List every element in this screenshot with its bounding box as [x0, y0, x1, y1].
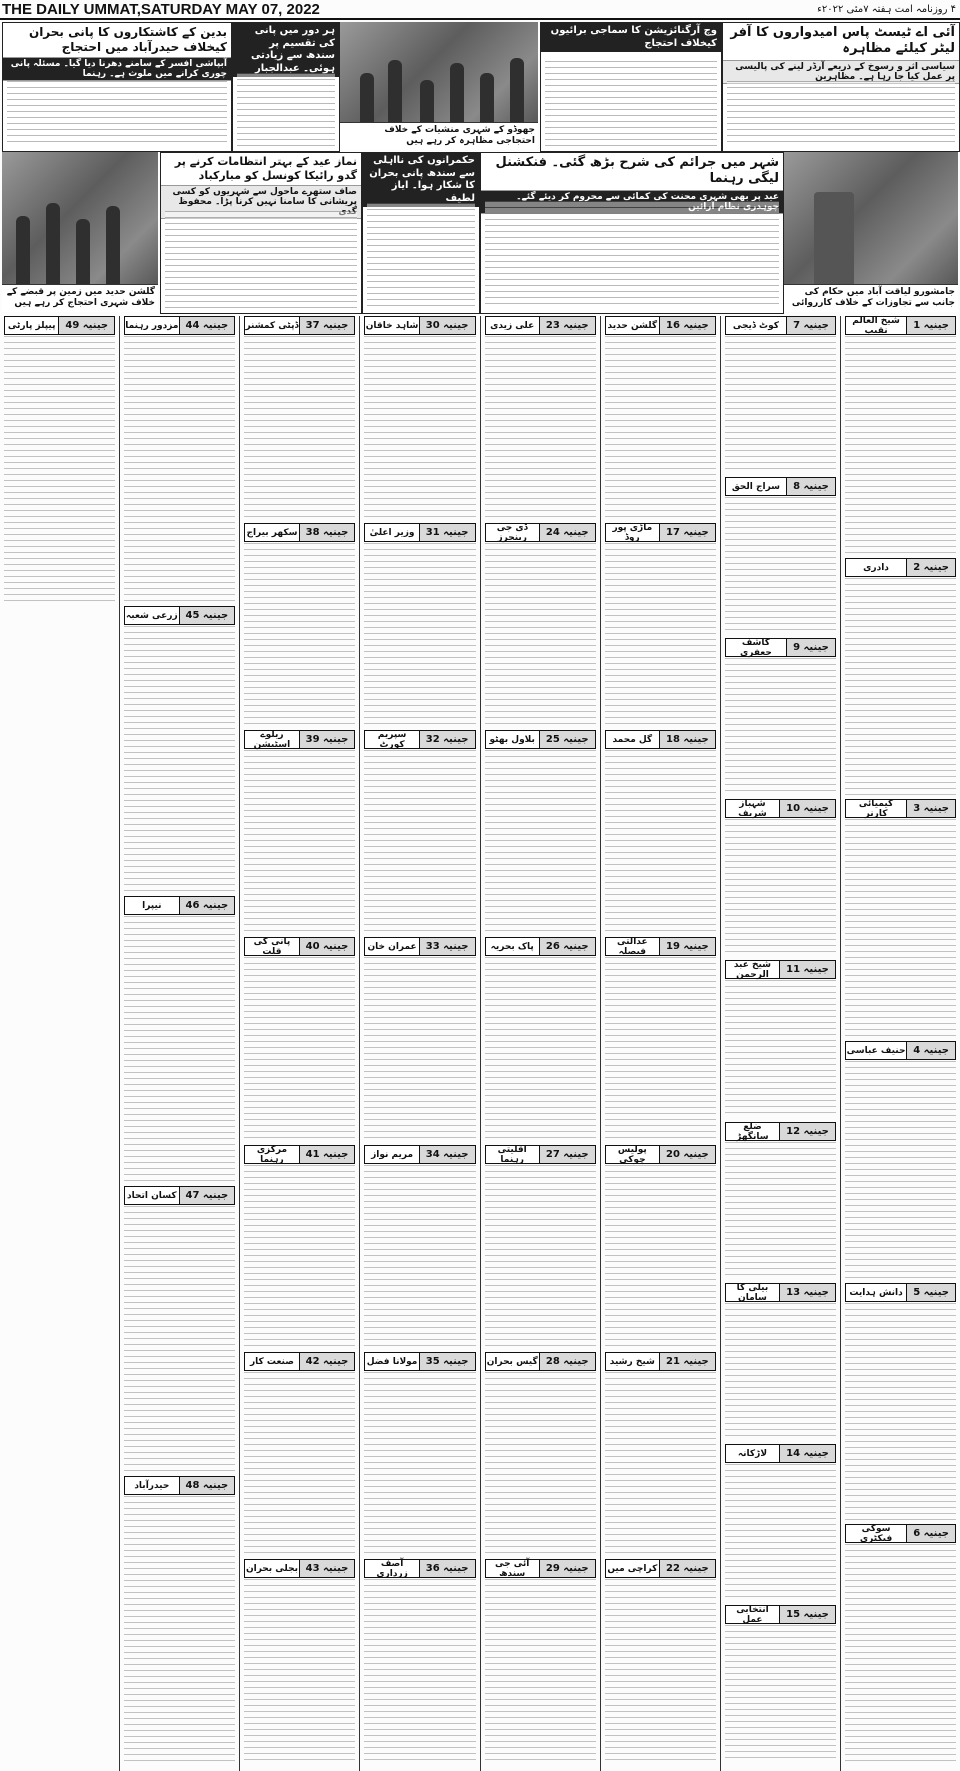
index-box [845, 316, 956, 335]
index-number: جینیہ 37 [299, 317, 355, 334]
top-story-2-text [545, 61, 717, 147]
index-number: جینیہ 47 [179, 1187, 235, 1204]
index-title: دادری [863, 562, 889, 573]
index-number: جینیہ 49 [58, 317, 114, 334]
story-text [725, 980, 836, 1117]
index-box [485, 316, 596, 335]
index-box [725, 960, 836, 979]
story-text [725, 1142, 836, 1279]
index-title: شیخ العالم نقیب [852, 316, 900, 336]
index-title: کوٹ ڈیجی [732, 320, 779, 331]
second-story-3-subhead: صاف ستھرے ماحول سے شہریوں کو کسی پریشانی کا سامنا نہیں کرنا پڑا۔ محفوظ گدی [161, 185, 361, 219]
index-title: نیپرا [142, 900, 162, 911]
story-text [244, 1579, 355, 1762]
story-text [485, 543, 596, 726]
index-title: انتخابی عمل [736, 1604, 769, 1625]
index-number: جینیہ 19 [659, 938, 715, 955]
index-box [605, 1145, 716, 1164]
story-text [124, 336, 235, 602]
index-title: سوکی فیکٹری [859, 1523, 893, 1544]
index-box [485, 1145, 596, 1164]
index-box [485, 937, 596, 956]
index-number: جینیہ 21 [659, 1353, 715, 1370]
index-title: شیخ رشید [609, 1356, 655, 1367]
index-box [725, 477, 836, 496]
index-title: مزدور رہنما [125, 320, 179, 331]
grid-column [840, 316, 960, 1771]
index-number: جینیہ 34 [419, 1146, 475, 1163]
index-number: جینیہ 46 [179, 897, 235, 914]
index-number: جینیہ 44 [179, 317, 235, 334]
index-title: بلاول بھٹو [489, 734, 535, 745]
index-number: جینیہ 23 [539, 317, 595, 334]
index-box [845, 799, 956, 818]
story-text [605, 957, 716, 1140]
index-number: جینیہ 29 [539, 1560, 595, 1577]
story-text [485, 1579, 596, 1762]
second-story-2-text [367, 203, 475, 309]
index-box [845, 558, 956, 577]
grid-column [0, 316, 119, 1771]
index-title: کاشف جعفری [739, 637, 772, 658]
story-text [725, 1464, 836, 1601]
index-box [485, 1352, 596, 1371]
top-story-1-subhead: سیاسی اثر و رسوخ کے ذریعے آرڈر لینے کی پالیسی پر عمل کیا جا رہا ہے۔ مظاہرین [723, 60, 959, 84]
second-story-3 [160, 152, 362, 314]
index-title: عدالتی فیصلہ [617, 936, 648, 957]
index-title: وزیر اعلیٰ [369, 527, 415, 538]
story-text [485, 1372, 596, 1555]
index-box [124, 606, 235, 625]
index-box [845, 1041, 956, 1060]
index-title: گل محمد [612, 734, 653, 745]
index-number: جینیہ 41 [299, 1146, 355, 1163]
index-number: جینیہ 35 [419, 1353, 475, 1370]
story-text [845, 1061, 956, 1279]
story-text [605, 543, 716, 726]
story-text [364, 1372, 475, 1555]
index-box [845, 1524, 956, 1543]
index-title: ضلع سانگھڑ [736, 1121, 769, 1142]
top-story-1-headline: آئی اے ٹیسٹ پاس امیدواروں کا آفر لیٹر کیلئے مظاہرہ [730, 25, 955, 57]
classifieds-grid [0, 316, 960, 1771]
photo-protest-left [2, 152, 158, 312]
index-title: سراج الحق [731, 481, 781, 492]
index-box [605, 937, 716, 956]
index-title: گیس بحران [486, 1356, 538, 1367]
index-title: ماڑی پور روڈ [612, 522, 653, 543]
index-box [605, 1352, 716, 1371]
story-text [364, 1579, 475, 1762]
story-text [244, 957, 355, 1140]
story-text [244, 750, 355, 933]
index-box [605, 316, 716, 335]
story-text [605, 750, 716, 933]
index-box [244, 1145, 355, 1164]
index-box [124, 896, 235, 915]
index-title: ڈپٹی کمشنر [245, 320, 299, 331]
index-number: جینیہ 43 [299, 1560, 355, 1577]
story-text [124, 916, 235, 1182]
story-text [244, 1165, 355, 1348]
story-text [725, 336, 836, 473]
index-box [124, 1476, 235, 1495]
index-box [4, 316, 115, 335]
index-number: جینیہ 13 [779, 1284, 835, 1301]
index-box [605, 523, 716, 542]
index-box [725, 1122, 836, 1141]
story-text [605, 1579, 716, 1762]
grid-column [359, 316, 479, 1771]
story-text [845, 578, 956, 796]
index-title: پیپلز پارٹی [7, 320, 56, 331]
index-title: عمران خان [367, 941, 417, 952]
grid-column [600, 316, 720, 1771]
story-text [244, 336, 355, 519]
index-box [244, 1559, 355, 1578]
index-box [725, 638, 836, 657]
top-story-3-text [237, 73, 335, 147]
story-text [845, 819, 956, 1037]
index-title: پانی کی قلت [253, 936, 291, 957]
story-text [485, 336, 596, 519]
top-story-3-headline: ہر دور میں پانی کی تقسیم پر سندھ سے زیادتی ہوئی۔ عبدالجبار [233, 23, 339, 77]
story-text [485, 957, 596, 1140]
index-title: ریلوے اسٹیشن [253, 729, 291, 750]
index-title: علی زیدی [490, 320, 535, 331]
story-text [605, 1165, 716, 1348]
index-box [244, 730, 355, 749]
index-number: جینیہ 28 [539, 1353, 595, 1370]
index-box [244, 523, 355, 542]
index-box [605, 1559, 716, 1578]
index-number: جینیہ 40 [299, 938, 355, 955]
index-number: جینیہ 36 [419, 1560, 475, 1577]
index-title: ڈی جی رینجرز [496, 522, 528, 543]
top-story-4-subhead: آبپاشی افسر کے سامنے دھرنا دیا گیا۔ مسئلہ پانی چوری کرانے میں ملوث ہے۔ رہنما [3, 57, 231, 81]
index-box [364, 523, 475, 542]
photo-police-van [784, 152, 958, 312]
index-title: شاہد خاقان [365, 320, 419, 331]
index-number: جینیہ 10 [779, 800, 835, 817]
index-title: پاک بحریہ [490, 941, 534, 952]
masthead-date-urdu: ۴ روزنامہ امت ہفتہ ۷مئی ۲۰۲۲ء [817, 3, 956, 15]
story-text [725, 1303, 836, 1440]
story-text [124, 626, 235, 892]
index-box [364, 937, 475, 956]
index-box [725, 1605, 836, 1624]
top-story-4 [2, 22, 232, 152]
index-title: پولیس چوکی [617, 1144, 647, 1165]
index-box [364, 1145, 475, 1164]
story-text [4, 336, 115, 602]
second-story-1-subhead: عید پر بھی شہری محنت کی کمائی سے محروم کر دیئے گئے۔ چوہدری نظام آرائیں [481, 190, 783, 214]
index-box [605, 730, 716, 749]
index-box [725, 316, 836, 335]
index-title: گلشن حدید [607, 320, 658, 331]
grid-column [239, 316, 359, 1771]
story-text [364, 1165, 475, 1348]
index-box [244, 937, 355, 956]
index-number: جینیہ 22 [659, 1560, 715, 1577]
story-text [845, 336, 956, 554]
index-number: جینیہ 6 [906, 1525, 955, 1542]
index-number: جینیہ 33 [419, 938, 475, 955]
masthead [0, 0, 960, 20]
index-title: حنیف عباسی [846, 1045, 906, 1056]
index-title: مولانا فضل [366, 1356, 418, 1367]
index-number: جینیہ 3 [906, 800, 955, 817]
top-story-4-text [7, 81, 227, 147]
index-title: لاڑکانہ [737, 1448, 768, 1459]
top-story-1 [722, 22, 960, 152]
index-box [485, 523, 596, 542]
index-title: سکھر بیراج [246, 527, 298, 538]
index-number: جینیہ 20 [659, 1146, 715, 1163]
index-number: جینیہ 31 [419, 524, 475, 541]
story-text [725, 1625, 836, 1762]
index-box [244, 1352, 355, 1371]
second-story-1-headline: شہر میں جرائم کی شرح بڑھ گئی۔ فنکشنل لیگی رہنما [495, 155, 779, 187]
index-box [124, 1186, 235, 1205]
index-number: جینیہ 8 [786, 478, 835, 495]
index-box [244, 316, 355, 335]
index-box [364, 730, 475, 749]
story-text [244, 1372, 355, 1555]
index-number: جینیہ 24 [539, 524, 595, 541]
second-story-2 [362, 152, 480, 314]
index-number: جینیہ 12 [779, 1123, 835, 1140]
index-box [725, 799, 836, 818]
index-number: جینیہ 42 [299, 1353, 355, 1370]
story-text [845, 1544, 956, 1762]
second-story-2-headline: حکمرانوں کی نااہلی سے سندھ پانی بحران کا شکار ہوا۔ ایاز لطیف [363, 153, 479, 207]
index-number: جینیہ 48 [179, 1477, 235, 1494]
index-title: مریم نواز [371, 1149, 414, 1160]
index-number: جینیہ 11 [779, 961, 835, 978]
index-box [124, 316, 235, 335]
story-text [485, 1165, 596, 1348]
grid-column [119, 316, 239, 1771]
photo-center-caption: جھوڈو کے شہری منشیات کے خلاف احتجاجی مظاہرہ کر رہے ہیں [340, 122, 538, 150]
index-title: مرکزی رہنما [256, 1144, 288, 1165]
story-text [364, 336, 475, 519]
index-title: صنعت کار [250, 1356, 294, 1367]
story-text [725, 658, 836, 795]
photo-protest-center [340, 22, 538, 150]
index-number: جینیہ 45 [179, 607, 235, 624]
index-number: جینیہ 26 [539, 938, 595, 955]
index-title: زرعی شعبہ [126, 610, 178, 621]
index-box [485, 1559, 596, 1578]
index-number: جینیہ 27 [539, 1146, 595, 1163]
index-number: جینیہ 30 [419, 317, 475, 334]
index-number: جینیہ 39 [299, 731, 355, 748]
index-box [485, 730, 596, 749]
second-story-1-text [485, 201, 779, 309]
story-text [605, 1372, 716, 1555]
index-title: بجلی بحران [245, 1563, 298, 1574]
photo-right-caption: جامشورو لیاقت آباد میں حکام کی جانب سے تجاوزات کے خلاف کارروائی [784, 284, 958, 312]
index-title: دانش ہدایت [849, 1287, 903, 1298]
index-number: جینیہ 18 [659, 731, 715, 748]
story-text [364, 543, 475, 726]
top-story-2-headline: وچ آرگنائزیشن کا سماجی برائیوں کیخلاف احتجاج [541, 23, 721, 52]
second-story-3-text [165, 211, 357, 309]
second-story-1 [480, 152, 784, 314]
index-number: جینیہ 1 [906, 317, 955, 334]
top-story-2 [540, 22, 722, 152]
index-title: آصف زرداری [376, 1558, 408, 1579]
index-title: سپریم کورٹ [377, 729, 407, 750]
index-title: کراچی میں [607, 1563, 658, 1574]
second-story-3-headline: نماز عید کے بہتر انتظامات کرنے پر گدو رائیکا کونسل کو مبارکباد [174, 155, 357, 182]
index-title: حیدرآباد [134, 1480, 170, 1491]
index-number: جینیہ 16 [659, 317, 715, 334]
grid-column [720, 316, 840, 1771]
index-number: جینیہ 7 [786, 317, 835, 334]
index-box [725, 1283, 836, 1302]
index-number: جینیہ 4 [906, 1042, 955, 1059]
index-title: بیلی کا سامان [736, 1282, 769, 1303]
index-box [364, 1352, 475, 1371]
index-number: جینیہ 38 [299, 524, 355, 541]
story-text [244, 543, 355, 726]
index-box [364, 316, 475, 335]
story-text [725, 497, 836, 634]
story-text [124, 1496, 235, 1762]
story-text [364, 750, 475, 933]
index-title: کسان اتحاد [127, 1190, 177, 1201]
index-number: جینیہ 2 [906, 559, 955, 576]
story-text [364, 957, 475, 1140]
index-number: جینیہ 32 [419, 731, 475, 748]
index-title: آئی جی سندھ [495, 1558, 530, 1579]
index-box [725, 1444, 836, 1463]
index-number: جینیہ 17 [659, 524, 715, 541]
story-text [485, 750, 596, 933]
story-text [605, 336, 716, 519]
index-box [845, 1283, 956, 1302]
index-box [364, 1559, 475, 1578]
index-title: اقلیتی رہنما [497, 1144, 527, 1165]
index-number: جینیہ 9 [786, 639, 835, 656]
index-title: شہباز شریف [738, 798, 767, 819]
index-number: جینیہ 14 [779, 1445, 835, 1462]
index-title: کیمیائی کارنر [858, 798, 894, 819]
index-title: شیخ عبد الرحمن [733, 959, 772, 980]
index-number: جینیہ 5 [906, 1284, 955, 1301]
photo-left-caption: گلشن حدید میں زمین پر قبضے کے خلاف شہری احتجاج کر رہے ہیں [2, 284, 158, 312]
top-story-3 [232, 22, 340, 152]
masthead-title: THE DAILY UMMAT,SATURDAY MAY 07, 2022 [2, 0, 320, 18]
top-story-1-text [727, 81, 955, 147]
index-number: جینیہ 25 [539, 731, 595, 748]
story-text [124, 1206, 235, 1472]
story-text [725, 819, 836, 956]
top-story-4-headline: بدین کے کاشتکاروں کا پانی بحران کیخلاف حیدرآباد میں احتجاج [28, 25, 227, 54]
story-text [845, 1303, 956, 1521]
index-number: جینیہ 15 [779, 1606, 835, 1623]
grid-column [480, 316, 600, 1771]
